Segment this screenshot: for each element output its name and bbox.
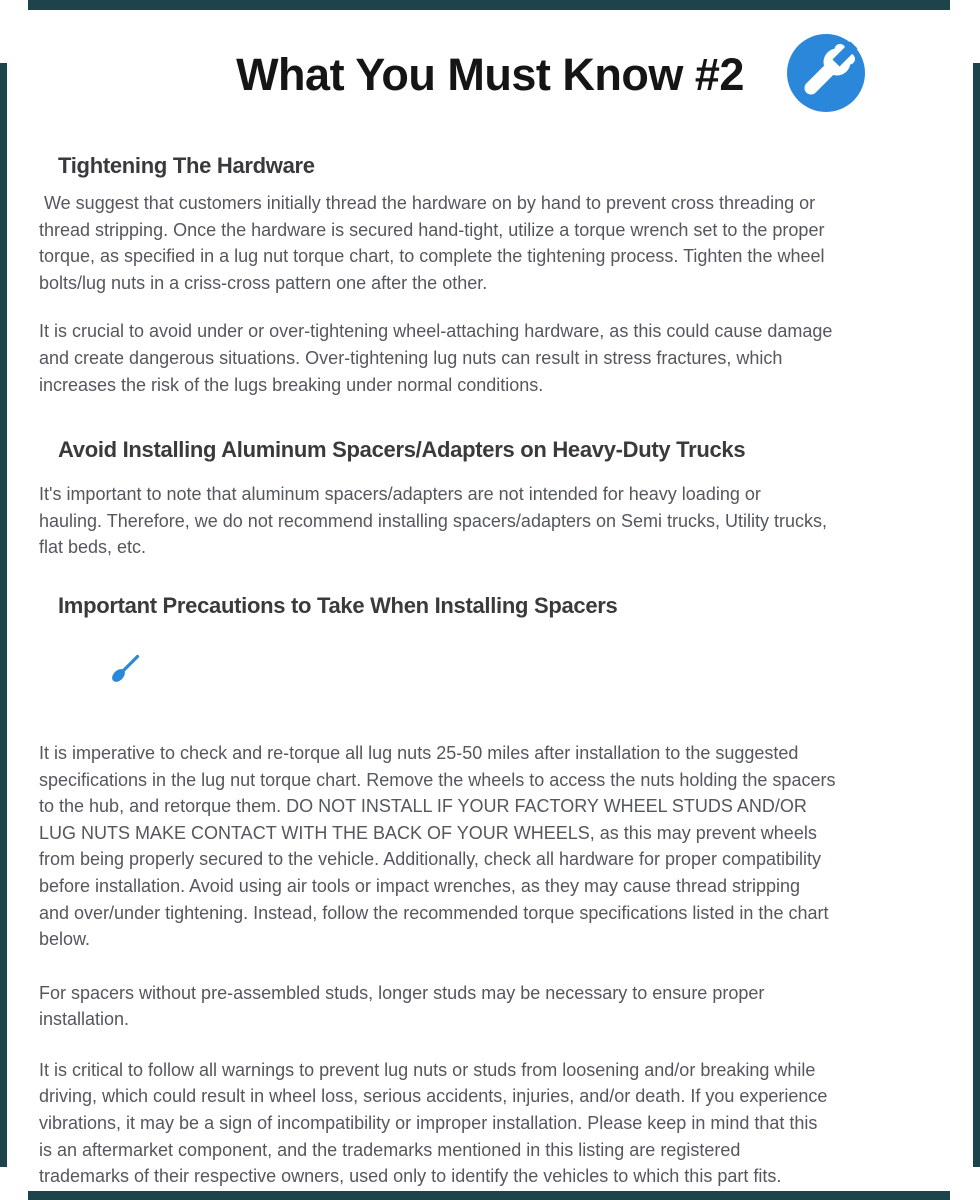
frame-border-right [973,63,980,1167]
paragraph [39,190,940,296]
text-line: vibrations, it may be a sign of incompatibility or improper installation. Please keep in mind that this [39,1113,818,1134]
text-line: thread stripping. Once the hardware is secured hand-tight, utilize a torque wrench set to the proper [39,219,825,240]
screwdriver-icon [86,622,143,721]
section-heading [39,591,940,719]
text-line: trademarks of their respective owners, used only to identify the vehicles to which this part fits. [39,1166,782,1187]
text-line: specifications in the lug nut torque chart. Remove the wheels to access the nuts holding the spacers [39,769,836,790]
text-line: to the hub, and retorque them. DO NOT INSTALL IF YOUR FACTORY WHEEL STUDS AND/OR [39,796,807,817]
text-line: and over/under tightening. Instead, follow the recommended torque specifications listed in the chart [39,902,829,923]
text-line: We suggest that customers initially thread the hardware on by hand to prevent cross threading or [39,193,816,213]
section-heading-text: Tightening The Hardware [58,153,315,178]
text-line: flat beds, etc. [39,537,147,558]
paragraph [39,740,940,953]
paragraph [39,481,940,561]
text-line: increases the risk of the lugs breaking under normal conditions. [39,374,544,395]
text-line: hauling. Therefore, we do not recommend installing spacers/adapters on Semi trucks, Utility trucks, [39,510,828,531]
paragraph [39,980,940,1033]
text-line: It is imperative to check and re-torque all lug nuts 25-50 miles after installation to the suggested [39,742,799,763]
text-line: installation. [39,1009,130,1030]
page-title: What You Must Know #2 [236,49,744,100]
text-line: before installation. Avoid using air tools or impact wrenches, as they may cause thread stripping [39,875,801,896]
page-header [0,0,980,115]
section-heading [39,151,940,180]
section-heading-text: Important Precautions to Take When Installing Spacers [58,592,618,618]
text-line: It's important to note that aluminum spacers/adapters are not intended for heavy loading or [39,484,761,505]
text-line: It is crucial to avoid under or over-tightening wheel-attaching hardware, as this could cause damage [39,321,833,342]
wrench-icon [787,34,865,112]
text-line: It is critical to follow all warnings to prevent lug nuts or studs from loosening and/or breaking while [39,1059,816,1080]
text-line: LUG NUTS MAKE CONTACT WITH THE BACK OF YOUR WHEELS, as this may prevent wheels [39,822,817,843]
text-line: bolts/lug nuts in a criss-cross pattern one after the other. [39,272,488,293]
text-line: is an aftermarket component, and the trademarks mentioned in this listing are registered [39,1139,741,1160]
paragraph [39,1057,940,1190]
text-line: below. [39,929,91,950]
text-line: torque, as specified in a lug nut torque chart, to complete the tightening process. Tighten the wheel [39,246,825,267]
frame-border-left [0,63,7,1167]
frame-border-bottom [28,1191,950,1200]
text-line: driving, which could result in wheel loss, serious accidents, injuries, and/or death. If you experience [39,1086,828,1107]
section-heading [39,435,940,464]
text-line: and create dangerous situations. Over-tightening lug nuts can result in stress fractures, which [39,347,783,368]
text-line: For spacers without pre-assembled studs, longer studs may be necessary to ensure proper [39,982,765,1003]
paragraph [39,318,940,398]
section-heading-text: Avoid Installing Aluminum Spacers/Adapters on Heavy-Duty Trucks [58,437,746,463]
text-line: from being properly secured to the vehicle. Additionally, check all hardware for proper compatibility [39,849,822,870]
content [0,151,980,1190]
